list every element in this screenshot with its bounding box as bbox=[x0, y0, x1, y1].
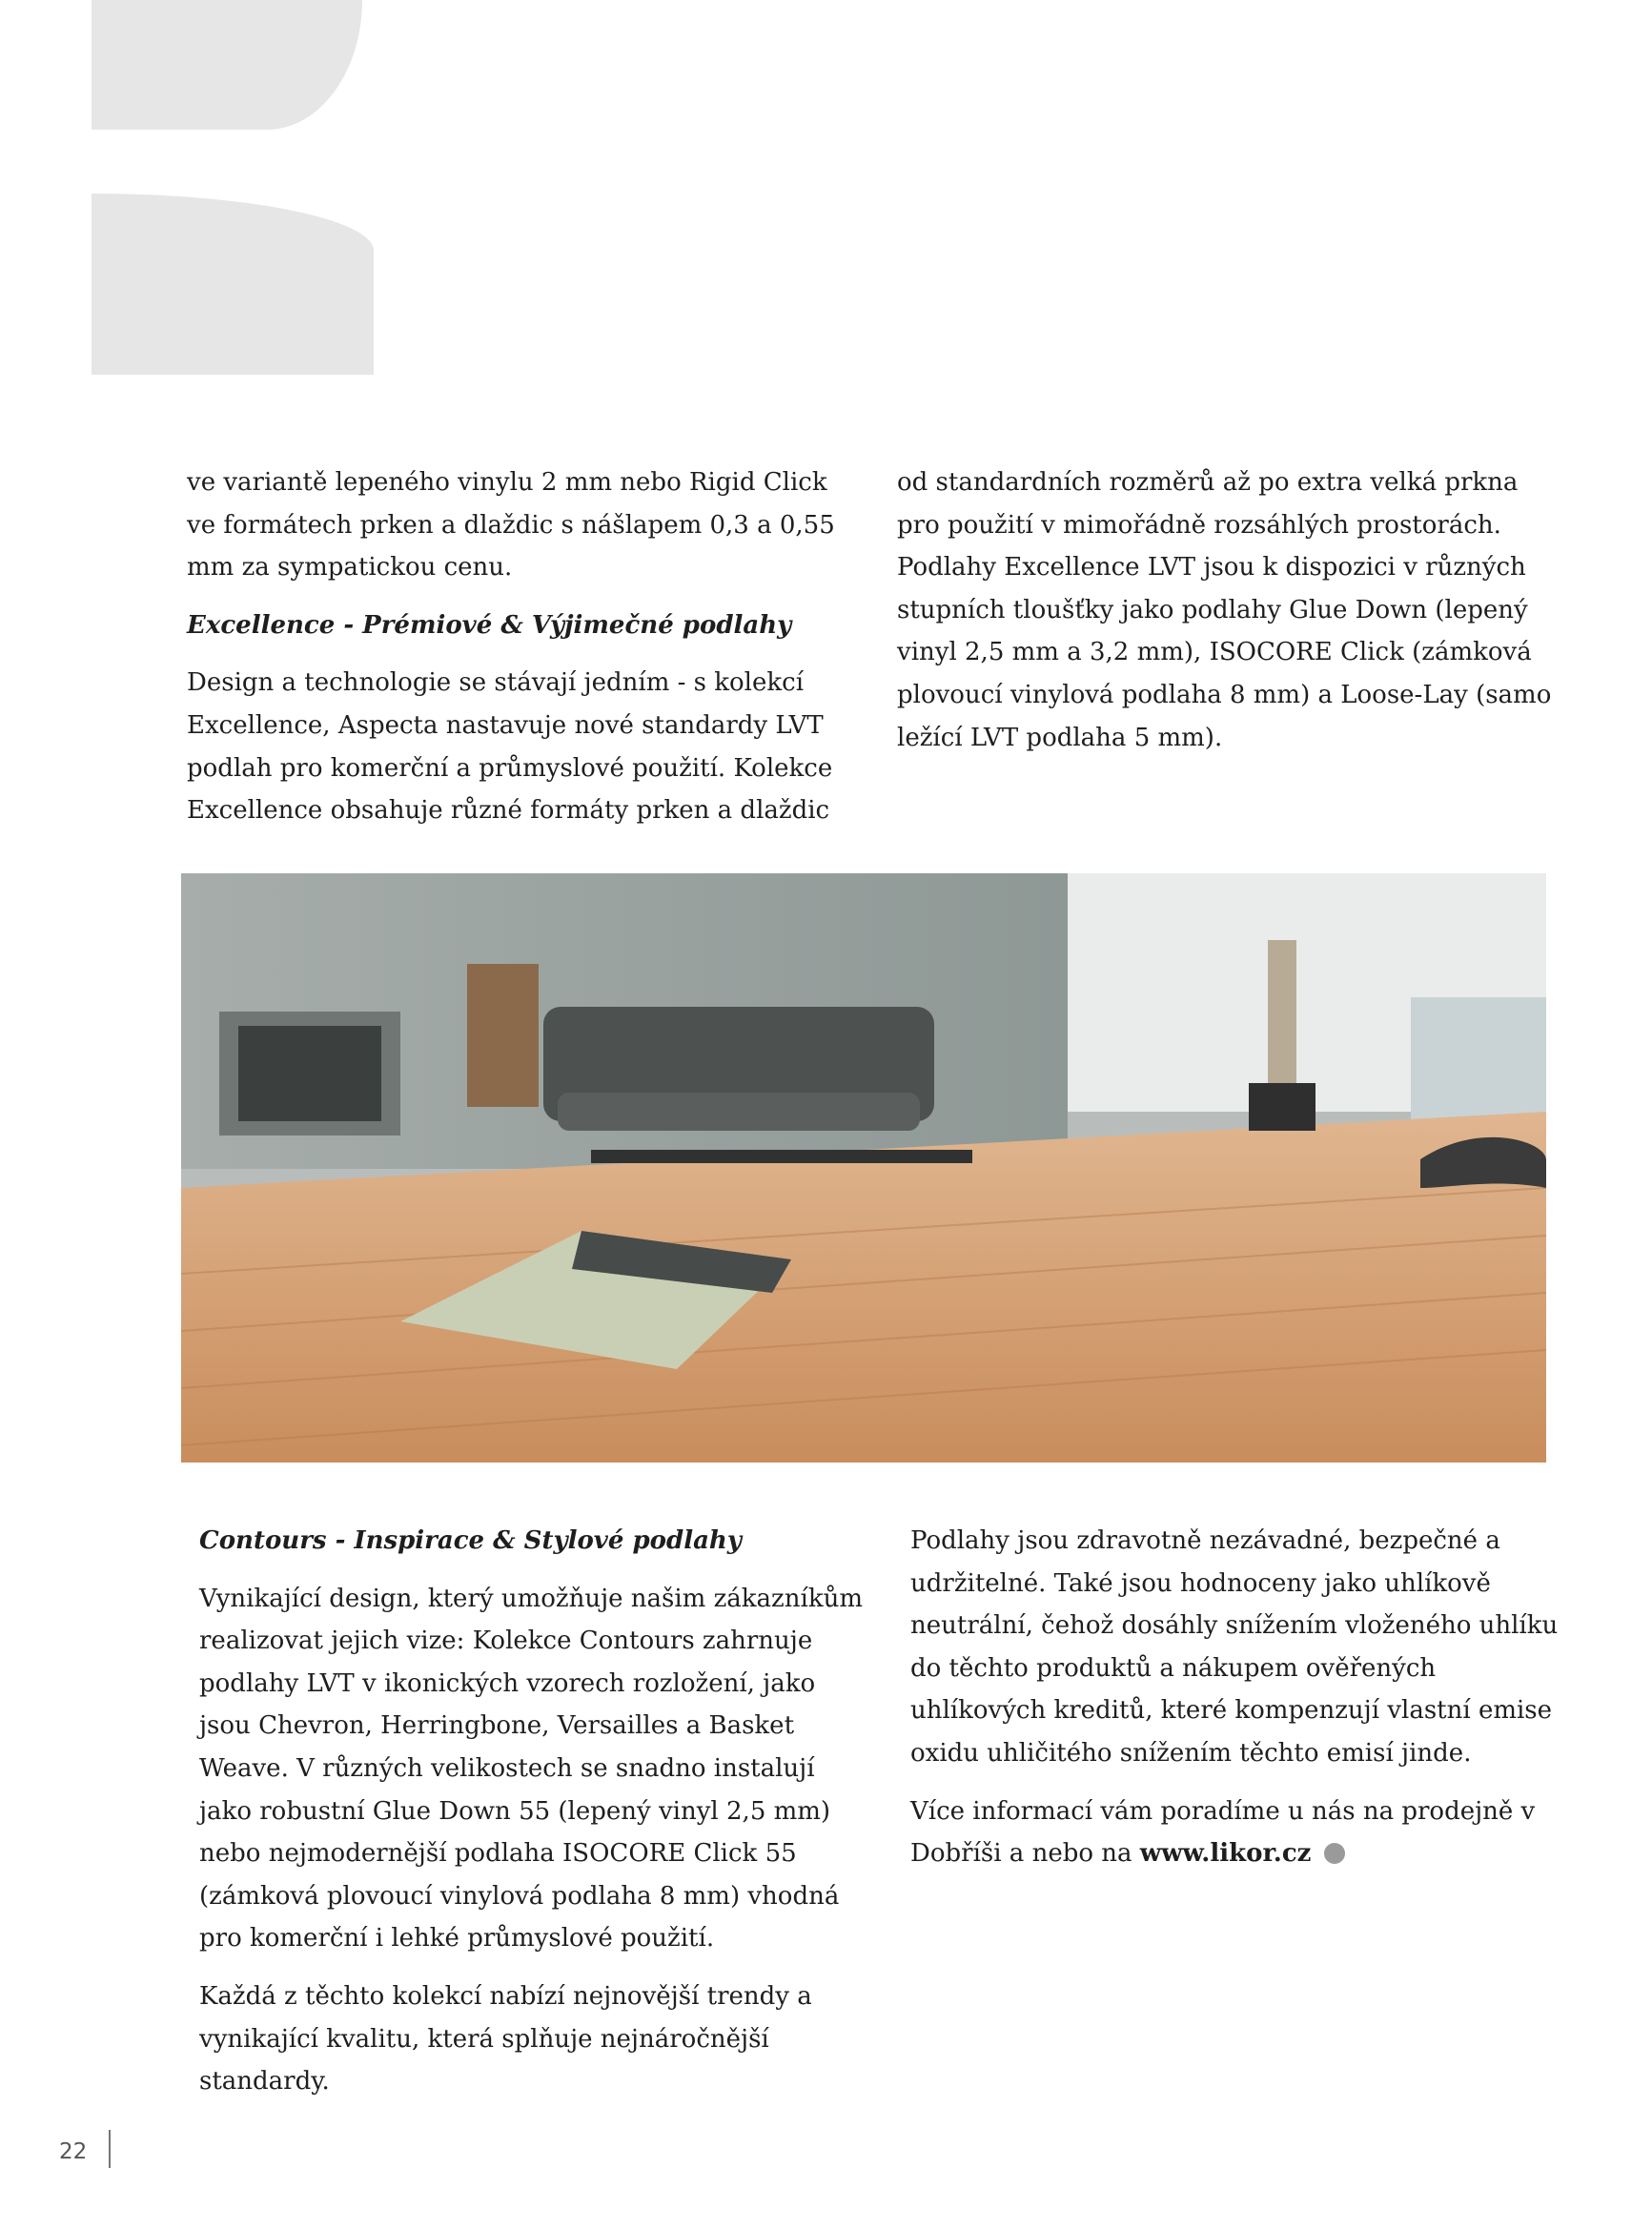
website-link[interactable]: www.likor.cz bbox=[1139, 1839, 1312, 1869]
page-number: 22 bbox=[59, 2139, 88, 2164]
paragraph: Každá z těchto kolekcí nabízí nejnovější trendy a vynikající kvalitu, která splňuje nejnáročnější standardy. bbox=[199, 1981, 812, 2097]
column-left-top bbox=[187, 461, 854, 848]
paragraph: Vynikající design, který umožňuje našim zákazníkům realizovat jejich vize: Kolekce Contours zahrnuje podlahy LVT v ikonických vzorech rozložení, jako jsou Chevron, Herringbone, Versailles a Basket Weave. V různých velikostech se snadno instalují jako robustní Glue Down 55 (lepený vinyl 2,5 mm) nebo nejmodernější podlaha ISOCORE Click 55 (zámková plovoucí vinylová podlaha 8 mm) vhodná pro komerční i lehké průmyslové použití. bbox=[199, 1584, 863, 1954]
end-bullet-icon bbox=[1324, 1843, 1345, 1864]
paragraph: ve variantě lepeného vinylu 2 mm nebo Rigid Click ve formátech prken a dlaždic s nášlapem 0,3 a 0,55 mm za sympatickou cenu. bbox=[187, 468, 835, 583]
decorative-shape-bottom bbox=[92, 194, 374, 375]
paragraph: od standardních rozměrů až po extra velká prkna pro použití v mimořádně rozsáhlých prostorách. Podlahy Excellence LVT jsou k dispozici v různých stupních tloušťky jako podlahy Glue Down (lepený vinyl 2,5 mm a 3,2 mm), ISOCORE Click (zámková plovoucí vinylová podlaha 8 mm) a Loose-Lay (samo ležící LVT podlaha 5 mm). bbox=[897, 468, 1552, 752]
column-left-bottom bbox=[199, 1520, 867, 2118]
page-number-divider bbox=[109, 2130, 111, 2168]
section-heading-contours: Contours - Inspirace & Stylové podlahy bbox=[199, 1526, 742, 1555]
paragraph: Design a technologie se stávají jedním - s kolekcí Excellence, Aspecta nastavuje nové standardy LVT podlah pro komerční a průmyslové použití. Kolekce Excellence obsahuje různé formáty prken a dlaždic bbox=[187, 668, 833, 826]
contact-paragraph bbox=[910, 1790, 1568, 1875]
column-right-bottom bbox=[910, 1520, 1568, 1891]
decorative-shape-top bbox=[92, 0, 362, 130]
contact-text: Více informací vám poradíme u nás na prodejně v Dobříši a nebo na bbox=[910, 1796, 1536, 1869]
column-right-top bbox=[897, 461, 1555, 774]
interior-photo bbox=[181, 873, 1546, 1463]
section-heading-excellence: Excellence - Prémiové & Výjimečné podlahy bbox=[187, 610, 792, 640]
living-room-illustration bbox=[181, 873, 1546, 1463]
paragraph: Podlahy jsou zdravotně nezávadné, bezpečné a udržitelné. Také jsou hodnoceny jako uhlíkově neutrální, čehož dosáhly snížením vloženého uhlíku do těchto produktů a nákupem ověřených uhlíkových kreditů, které kompenzují vlastní emise oxidu uhličitého snížením těchto emisí jinde. bbox=[910, 1526, 1559, 1768]
